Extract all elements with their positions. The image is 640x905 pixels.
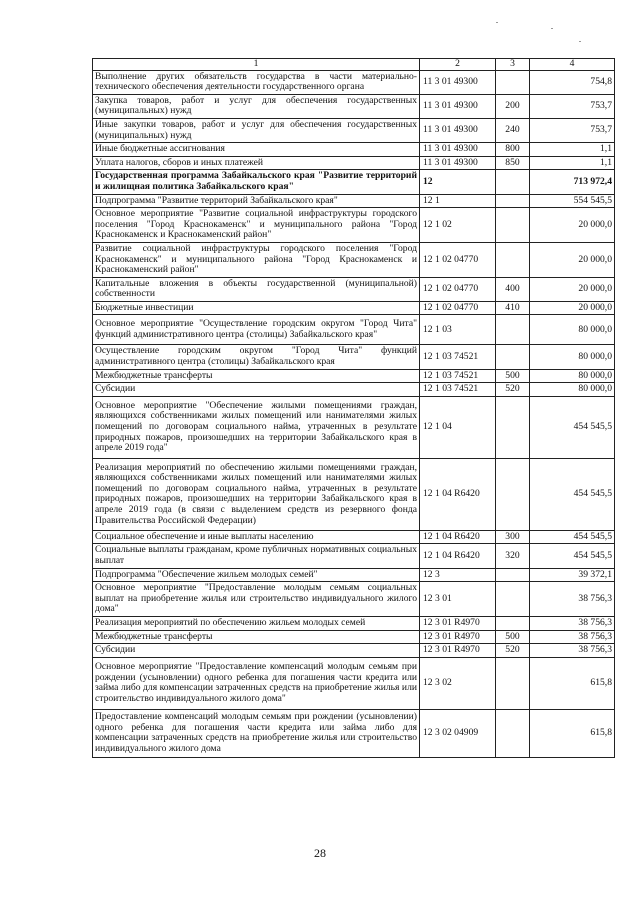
row-amount-cell: 615,8 xyxy=(530,657,615,709)
row-name-cell: Капитальные вложения в объекты государственной (муниципальной) собственности xyxy=(93,277,420,301)
table-row xyxy=(93,301,615,315)
row-amount-cell: 615,8 xyxy=(530,709,615,757)
row-amount-cell: 454 545,5 xyxy=(530,458,615,530)
scan-speck xyxy=(579,41,581,42)
row-amount-cell: 38 756,3 xyxy=(530,582,615,617)
row-name-cell: Уплата налогов, сборов и иных платежей xyxy=(93,156,420,170)
row-type-cell xyxy=(496,194,530,208)
row-name-cell: Подпрограмма "Развитие территорий Забайкальского края" xyxy=(93,194,420,208)
row-code-cell: 11 3 01 49300 xyxy=(420,118,496,142)
row-name-cell: Иные закупки товаров, работ и услуг для обеспечения государственных (муниципальных) нужд xyxy=(93,118,420,142)
row-amount-cell: 38 756,3 xyxy=(530,644,615,658)
row-type-cell: 240 xyxy=(496,118,530,142)
table-row xyxy=(93,94,615,118)
row-name-cell: Иные бюджетные ассигнования xyxy=(93,143,420,157)
row-type-cell xyxy=(496,70,530,94)
row-amount-cell: 80 000,0 xyxy=(530,369,615,383)
row-type-cell: 500 xyxy=(496,369,530,383)
row-type-cell xyxy=(496,657,530,709)
row-name-cell: Бюджетные инвестиции xyxy=(93,301,420,315)
row-name-cell: Государственная программа Забайкальского края "Развитие территорий и жилищная политика Забайкальского края" xyxy=(93,170,420,194)
row-code-cell: 12 1 02 04770 xyxy=(420,242,496,277)
row-code-cell: 12 1 02 xyxy=(420,208,496,243)
row-name-cell: Развитие социальной инфраструктуры городского поселения "Город Краснокаменск" и муниципального района "Город Краснокаменск и Краснокаменский район" xyxy=(93,242,420,277)
header-cell-type: 3 xyxy=(496,59,530,71)
table-row xyxy=(93,315,615,345)
row-code-cell: 12 3 02 xyxy=(420,657,496,709)
row-name-cell: Основное мероприятие "Осуществление городским округом "Город Чита" функций административного центра (столицы) Забайкальского края" xyxy=(93,315,420,345)
row-name-cell: Осуществление городским округом "Город Чита" функций административного центра (столицы) Забайкальского края xyxy=(93,345,420,369)
row-code-cell: 12 xyxy=(420,170,496,194)
row-name-cell: Субсидии xyxy=(93,383,420,397)
row-type-cell xyxy=(496,568,530,582)
row-code-cell: 12 3 02 04909 xyxy=(420,709,496,757)
table-row xyxy=(93,170,615,194)
row-name-cell: Межбюджетные трансферты xyxy=(93,369,420,383)
header-cell-code: 2 xyxy=(420,59,496,71)
row-amount-cell: 80 000,0 xyxy=(530,315,615,345)
row-code-cell: 12 1 03 74521 xyxy=(420,383,496,397)
row-code-cell: 12 3 01 R4970 xyxy=(420,617,496,631)
row-amount-cell: 38 756,3 xyxy=(530,617,615,631)
row-type-cell xyxy=(496,709,530,757)
row-type-cell xyxy=(496,315,530,345)
table-row xyxy=(93,208,615,243)
row-type-cell xyxy=(496,170,530,194)
row-code-cell: 12 1 03 xyxy=(420,315,496,345)
table-row xyxy=(93,630,615,644)
page-number: 28 xyxy=(314,846,326,860)
row-code-cell: 12 1 03 74521 xyxy=(420,369,496,383)
table-row xyxy=(93,277,615,301)
row-code-cell: 12 1 xyxy=(420,194,496,208)
header-cell-amount: 4 xyxy=(530,59,615,71)
row-type-cell: 520 xyxy=(496,383,530,397)
row-type-cell xyxy=(496,396,530,458)
row-code-cell: 12 1 02 04770 xyxy=(420,301,496,315)
row-type-cell xyxy=(496,242,530,277)
row-amount-cell: 20 000,0 xyxy=(530,242,615,277)
row-name-cell: Субсидии xyxy=(93,644,420,658)
row-name-cell: Социальные выплаты гражданам, кроме публичных нормативных социальных выплат xyxy=(93,544,420,568)
row-name-cell: Предоставление компенсаций молодым семьям при рождении (усыновлении) одного ребенка для погашения части кредита или займа либо для компенсации затраченных средств на приобретение жилья или строительство индивидуального жилого дома xyxy=(93,709,420,757)
row-code-cell: 12 1 04 R6420 xyxy=(420,530,496,544)
row-amount-cell: 454 545,5 xyxy=(530,530,615,544)
row-amount-cell: 454 545,5 xyxy=(530,396,615,458)
row-code-cell: 12 3 01 R4970 xyxy=(420,644,496,658)
row-name-cell: Основное мероприятие "Обеспечение жилыми помещениями граждан, являющихся собственниками жилых помещений или нанимателями жилых помещений по договорам социального найма, утраченных в результате природных пожаров, произошедших на территории Забайкальского края в апреле 2019 года" xyxy=(93,396,420,458)
row-amount-cell: 754,8 xyxy=(530,70,615,94)
row-type-cell xyxy=(496,458,530,530)
row-code-cell: 12 1 04 R6420 xyxy=(420,458,496,530)
row-name-cell: Подпрограмма "Обеспечение жильем молодых семей" xyxy=(93,568,420,582)
row-amount-cell: 753,7 xyxy=(530,94,615,118)
row-code-cell: 12 1 04 R6420 xyxy=(420,544,496,568)
row-amount-cell: 713 972,4 xyxy=(530,170,615,194)
table-row xyxy=(93,530,615,544)
table-row xyxy=(93,644,615,658)
row-name-cell: Основное мероприятие "Предоставление молодым семьям социальных выплат на приобретение жилья или строительство индивидуального жилого дома" xyxy=(93,582,420,617)
table-row xyxy=(93,544,615,568)
table-row xyxy=(93,156,615,170)
row-amount-cell: 1,1 xyxy=(530,156,615,170)
row-type-cell: 520 xyxy=(496,644,530,658)
table-row xyxy=(93,194,615,208)
row-amount-cell: 38 756,3 xyxy=(530,630,615,644)
row-code-cell: 11 3 01 49300 xyxy=(420,156,496,170)
table-row xyxy=(93,617,615,631)
row-amount-cell: 753,7 xyxy=(530,118,615,142)
row-amount-cell: 20 000,0 xyxy=(530,277,615,301)
row-amount-cell: 80 000,0 xyxy=(530,345,615,369)
row-code-cell: 12 3 xyxy=(420,568,496,582)
row-name-cell: Основное мероприятие "Развитие социальной инфраструктуры городского поселения "Город Краснокаменск" и муниципального района "Город Краснокаменск и Краснокаменский район" xyxy=(93,208,420,243)
table-row xyxy=(93,143,615,157)
row-amount-cell: 1,1 xyxy=(530,143,615,157)
row-name-cell: Реализация мероприятий по обеспечению жилыми помещениями граждан, являющихся собственниками жилых помещений или нанимателями жилых помещений по договорам социального найма, утраченных в результате природных пожаров, произошедших на территории Забайкальского края в апреле 2019 года (в связи с выделением средств из резервного фонда Правительства Российской Федерации) xyxy=(93,458,420,530)
row-code-cell: 12 1 03 74521 xyxy=(420,345,496,369)
table-row xyxy=(93,383,615,397)
row-amount-cell: 454 545,5 xyxy=(530,544,615,568)
table-row xyxy=(93,242,615,277)
row-type-cell xyxy=(496,208,530,243)
row-code-cell: 12 3 01 xyxy=(420,582,496,617)
table-row xyxy=(93,582,615,617)
header-cell-name: 1 xyxy=(93,59,420,71)
row-type-cell: 300 xyxy=(496,530,530,544)
row-type-cell: 400 xyxy=(496,277,530,301)
row-amount-cell: 20 000,0 xyxy=(530,301,615,315)
row-amount-cell: 20 000,0 xyxy=(530,208,615,243)
table-row xyxy=(93,118,615,142)
row-name-cell: Социальное обеспечение и иные выплаты населению xyxy=(93,530,420,544)
table-row xyxy=(93,568,615,582)
table-row xyxy=(93,709,615,757)
row-code-cell: 11 3 01 49300 xyxy=(420,70,496,94)
row-name-cell: Основное мероприятие "Предоставление компенсаций молодым семьям при рождении (усыновлении) одного ребенка для погашения части кредита или займа либо для компенсации затраченных средств на приобретение жилья или строительство индивидуального жилого дома" xyxy=(93,657,420,709)
row-type-cell xyxy=(496,345,530,369)
table-row xyxy=(93,458,615,530)
table-header-row xyxy=(93,59,615,71)
row-code-cell: 12 1 04 xyxy=(420,396,496,458)
row-amount-cell: 80 000,0 xyxy=(530,383,615,397)
row-type-cell xyxy=(496,617,530,631)
row-amount-cell: 39 372,1 xyxy=(530,568,615,582)
row-type-cell: 800 xyxy=(496,143,530,157)
row-name-cell: Закупка товаров, работ и услуг для обеспечения государственных (муниципальных) нужд xyxy=(93,94,420,118)
row-type-cell: 200 xyxy=(496,94,530,118)
table-row xyxy=(93,657,615,709)
row-type-cell: 850 xyxy=(496,156,530,170)
row-name-cell: Реализация мероприятий по обеспечению жильем молодых семей xyxy=(93,617,420,631)
row-code-cell: 12 3 01 R4970 xyxy=(420,630,496,644)
table-row xyxy=(93,345,615,369)
row-code-cell: 11 3 01 49300 xyxy=(420,94,496,118)
table-row xyxy=(93,396,615,458)
row-code-cell: 11 3 01 49300 xyxy=(420,143,496,157)
row-type-cell: 500 xyxy=(496,630,530,644)
row-type-cell: 320 xyxy=(496,544,530,568)
row-type-cell xyxy=(496,582,530,617)
scan-speck xyxy=(496,22,498,23)
table-row xyxy=(93,369,615,383)
row-amount-cell: 554 545,5 xyxy=(530,194,615,208)
row-type-cell: 410 xyxy=(496,301,530,315)
row-name-cell: Межбюджетные трансферты xyxy=(93,630,420,644)
scan-speck xyxy=(551,28,553,29)
budget-table xyxy=(92,58,615,758)
row-name-cell: Выполнение других обязательств государства в части материально-технического обеспечения деятельности государственного органа xyxy=(93,70,420,94)
table-row xyxy=(93,70,615,94)
row-code-cell: 12 1 02 04770 xyxy=(420,277,496,301)
